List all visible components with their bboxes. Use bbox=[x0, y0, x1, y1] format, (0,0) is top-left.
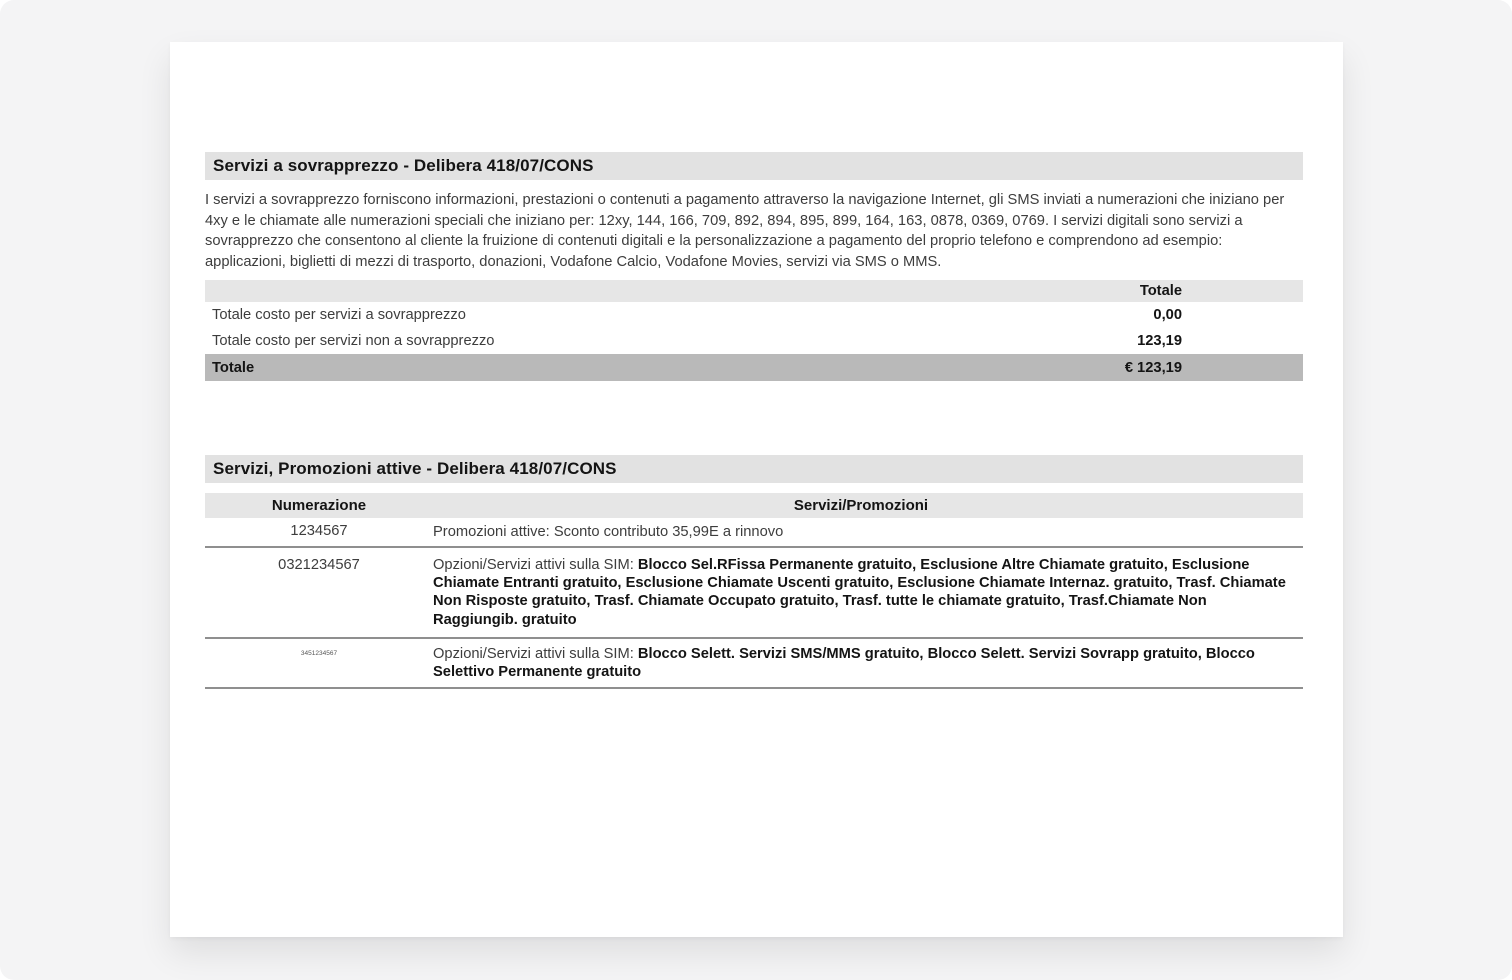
services-regular-text: Opzioni/Servizi attivi sulla SIM: bbox=[433, 645, 638, 662]
row-numerazione: 1234567 bbox=[290, 523, 348, 540]
services-table-header-row bbox=[205, 493, 1303, 518]
services-regular-text: Opzioni/Servizi attivi sulla SIM: bbox=[433, 556, 638, 573]
row-numerazione: 0321234567 bbox=[278, 556, 360, 573]
table-row bbox=[205, 518, 1303, 547]
row-value: 0,00 bbox=[1153, 307, 1182, 324]
services-bold-text: Blocco Selett. Servizi SMS/MMS gratuito, Blocco Selett. Servizi Sovrapp gratuito, Blocco Selettivo Permanente gratuito bbox=[433, 645, 1255, 681]
table-row bbox=[205, 548, 1303, 639]
row-numerazione: 3451234567 bbox=[300, 649, 338, 657]
header-servizi-promozioni: Servizi/Promozioni bbox=[793, 497, 929, 515]
services-regular-text: Promozioni attive: Sconto contributo 35,99E a rinnovo bbox=[433, 524, 784, 541]
services-bold-text: Blocco Sel.RFissa Permanente gratuito, Esclusione Altre Chiamate gratuito, Esclusione Chiamate Entranti gratuito, Esclusione Chiamate Uscenti gratuito, Esclusione Chiamate Internaz. gratuito, Trasf. Chiamate Non Risposte gratuito, Trasf. Chiamate Occupato gratuito, Trasf. tutte le chiamate gratuito, Trasf.Chiamate Non Raggiungib. gratuito bbox=[433, 556, 1286, 628]
section-title-sovrapprezzo bbox=[205, 152, 1303, 180]
total-value: € 123,19 bbox=[1124, 359, 1182, 376]
totals-table bbox=[205, 280, 1303, 381]
row-label: Totale costo per servizi non a sovrapprezzo bbox=[212, 333, 495, 350]
table-row bbox=[205, 302, 1303, 328]
row-services-text bbox=[433, 556, 1303, 629]
section-title-text: Servizi a sovrapprezzo - Delibera 418/07/CONS bbox=[213, 156, 594, 175]
table-row bbox=[205, 328, 1303, 354]
totals-table-total-row bbox=[205, 354, 1303, 381]
table-row bbox=[205, 639, 1303, 690]
sovrapprezzo-description: I servizi a sovrapprezzo forniscono informazioni, prestazioni o contenuti a pagamento attraverso la navigazione Internet, gli SMS inviati a numerazioni che iniziano per 4xy e le chiamate alle numerazioni speciali che iniziano per: 12xy, 144, 166, 709, 892, 894, 895, 899, 164, 163, 0878, 0369, 0769. I servizi digitali sono servizi a sovrapprezzo che consentono al cliente la fruizione di contenuti digitali e la personalizzazione a pagamento del proprio telefono e comprendono ad esempio: applicazioni, biglietti di mezzi di trasporto, donazioni, Vodafone Calcio, Vodafone Movies, servizi via SMS o MMS. bbox=[205, 192, 1285, 270]
page-content bbox=[170, 152, 1343, 689]
document-page bbox=[170, 42, 1343, 937]
row-label: Totale costo per servizi a sovrapprezzo bbox=[212, 307, 466, 324]
totals-table-header-row bbox=[205, 280, 1303, 302]
services-table bbox=[205, 493, 1303, 689]
total-label: Totale bbox=[212, 359, 255, 376]
section-title-promozioni bbox=[205, 455, 1303, 483]
row-services-text bbox=[433, 523, 1303, 541]
section-title-text: Servizi, Promozioni attive - Delibera 418/07/CONS bbox=[213, 459, 617, 479]
row-value: 123,19 bbox=[1137, 333, 1182, 350]
totals-header-totale: Totale bbox=[1139, 283, 1182, 300]
header-numerazione: Numerazione bbox=[271, 497, 367, 515]
row-services-text bbox=[433, 645, 1303, 682]
